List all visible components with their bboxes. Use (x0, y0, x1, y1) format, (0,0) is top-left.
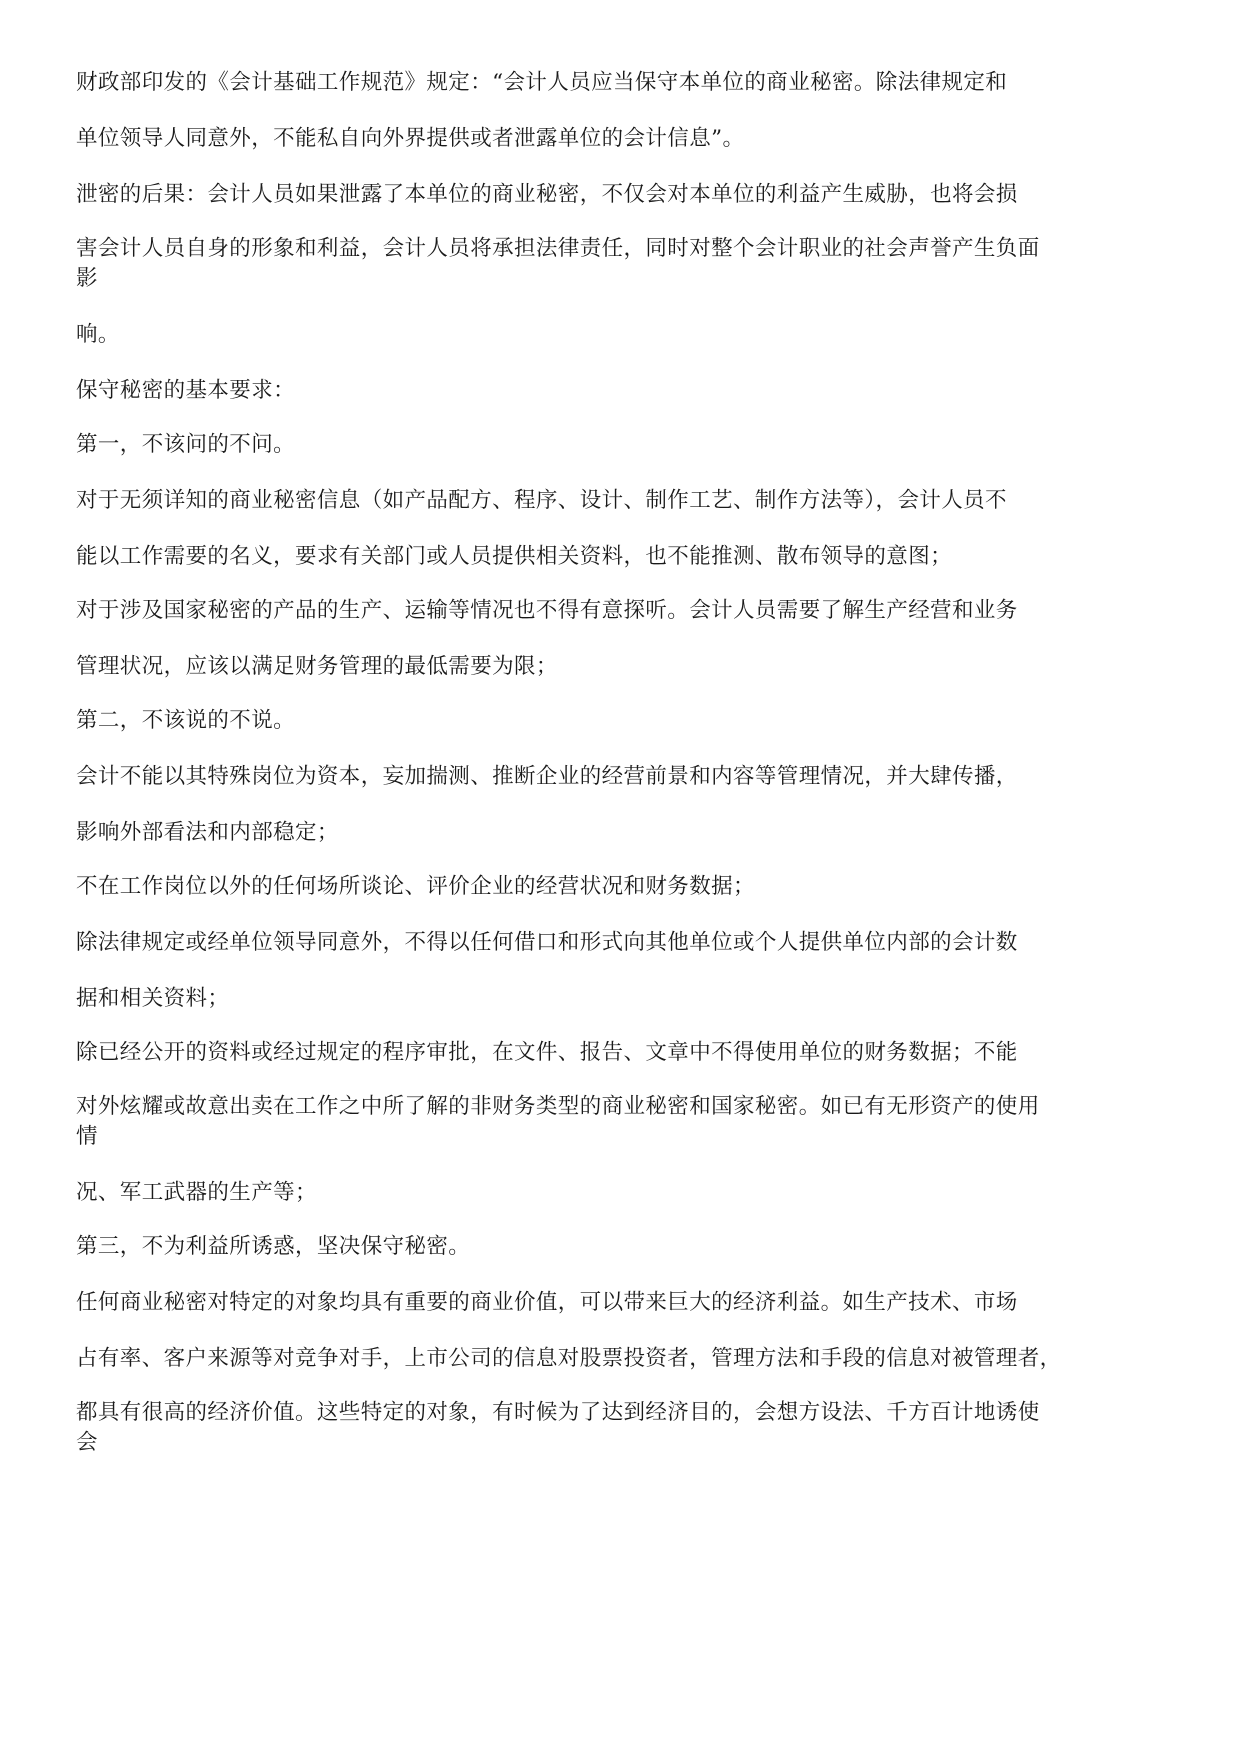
text-line: 会计不能以其特殊岗位为资本，妄加揣测、推断企业的经营前景和内容等管理情况，并大肆传播， (76, 764, 1018, 789)
text-line: 对于涉及国家秘密的产品的生产、运输等情况也不得有意探听。会计人员需要了解生产经营和业务 (76, 598, 1018, 623)
text-line: 财政部印发的《会计基础工作规范》规定：“会计人员应当保守本单位的商业秘密。除法律规定和 (76, 70, 1008, 95)
text-line: 第三，不为利益所诱惑，坚决保守秘密。 (76, 1234, 471, 1259)
text-line: 据和相关资料； (76, 986, 230, 1011)
text-line: 除法律规定或经单位领导同意外，不得以任何借口和形式向其他单位或个人提供单位内部的会计数 (76, 930, 1018, 955)
text-line: 对于无须详知的商业秘密信息（如产品配方、程序、设计、制作工艺、制作方法等），会计人员不 (76, 488, 1007, 513)
text-line: 能以工作需要的名义，要求有关部门或人员提供相关资料，也不能推测、散布领导的意图； (76, 544, 953, 569)
text-line: 保守秘密的基本要求： (76, 378, 296, 403)
text-line: 响。 (76, 322, 120, 347)
text-line: 第一，不该问的不问。 (76, 432, 296, 457)
text-line: 会 (76, 1430, 98, 1455)
text-line: 占有率、客户来源等对竞争对手，上市公司的信息对股票投资者，管理方法和手段的信息对被管理者， (76, 1346, 1062, 1371)
text-line: 影 (76, 266, 98, 291)
text-line: 除已经公开的资料或经过规定的程序审批，在文件、报告、文章中不得使用单位的财务数据；不能 (76, 1040, 1018, 1065)
text-line: 任何商业秘密对特定的对象均具有重要的商业价值，可以带来巨大的经济利益。如生产技术、市场 (76, 1290, 1018, 1315)
text-line: 不在工作岗位以外的任何场所谈论、评价企业的经营状况和财务数据； (76, 874, 755, 899)
text-line: 害会计人员自身的形象和利益，会计人员将承担法律责任，同时对整个会计职业的社会声誉产生负面 (76, 236, 1040, 261)
text-line: 泄密的后果：会计人员如果泄露了本单位的商业秘密，不仅会对本单位的利益产生威胁，也将会损 (76, 182, 1018, 207)
text-line: 第二，不该说的不说。 (76, 708, 296, 733)
text-line: 都具有很高的经济价值。这些特定的对象，有时候为了达到经济目的，会想方设法、千方百计地诱使 (76, 1400, 1040, 1425)
text-line: 对外炫耀或故意出卖在工作之中所了解的非财务类型的商业秘密和国家秘密。如已有无形资产的使用 (76, 1094, 1040, 1119)
text-line: 况、军工武器的生产等； (76, 1180, 317, 1205)
text-line: 影响外部看法和内部稳定； (76, 820, 339, 845)
text-line: 情 (76, 1124, 98, 1149)
text-line: 单位领导人同意外，不能私自向外界提供或者泄露单位的会计信息”。 (76, 126, 745, 151)
text-line: 管理状况，应该以满足财务管理的最低需要为限； (76, 654, 558, 679)
